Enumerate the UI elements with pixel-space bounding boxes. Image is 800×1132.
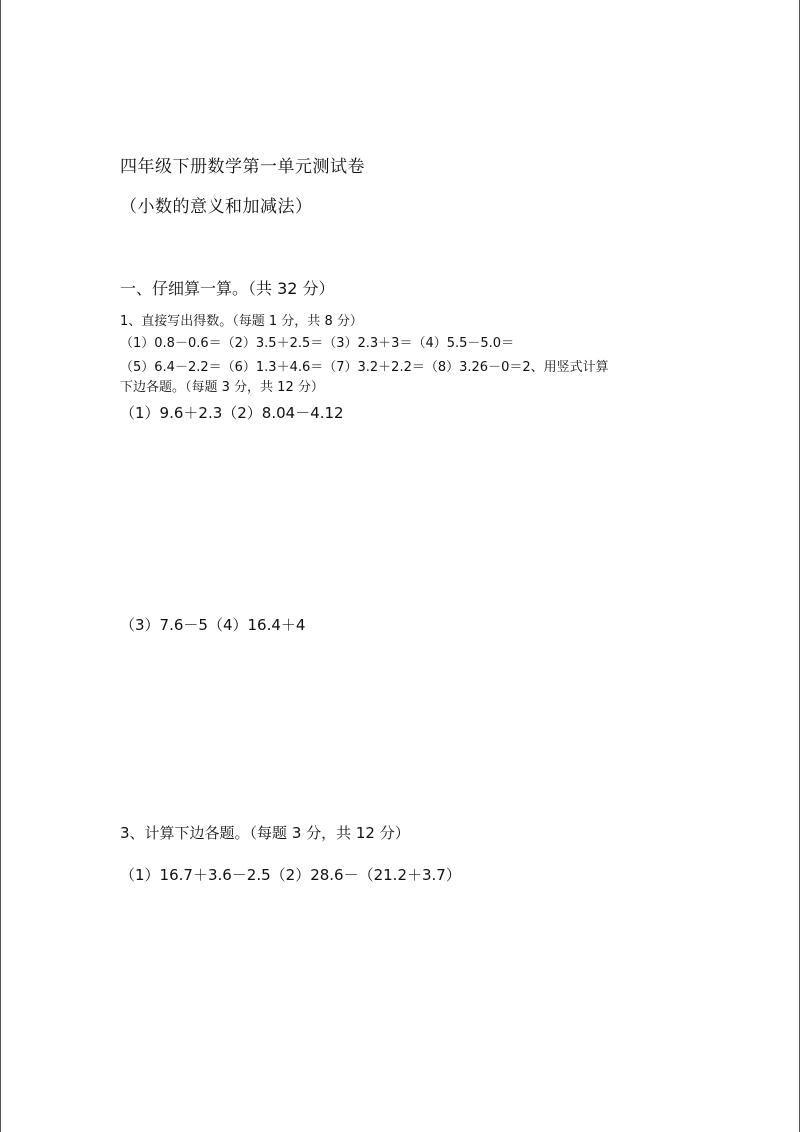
document-subtitle: （小数的意义和加减法） (120, 197, 313, 217)
section-1-heading: 一、仔细算一算。（共 32 分） (120, 279, 335, 298)
question-2-row-1: （1）9.6＋2.3（2）8.04－4.12 (120, 404, 344, 422)
question-2-row-2: （3）7.6－5（4）16.4＋4 (120, 616, 306, 634)
document-title: 四年级下册数学第一单元测试卷 (120, 157, 365, 177)
question-1-heading: 1、直接写出得数。（每题 1 分，共 8 分） (120, 314, 363, 329)
question-1-row-1: （1）0.8－0.6＝（2）3.5＋2.5＝（3）2.3＋3＝（4）5.5－5.0＝ (120, 336, 515, 351)
question-3-row-1: （1）16.7＋3.6－2.5（2）28.6－（21.2＋3.7） (120, 866, 461, 884)
question-2-heading: 下边各题。（每题 3 分，共 12 分） (120, 380, 324, 395)
question-3-heading: 3、计算下边各题。（每题 3 分，共 12 分） (120, 824, 410, 842)
page-border-left (0, 0, 1, 1132)
question-1-row-2: （5）6.4－2.2＝（6）1.3＋4.6＝（7）3.2＋2.2＝（8）3.26－0＝2、用竖式计算 (120, 360, 609, 375)
